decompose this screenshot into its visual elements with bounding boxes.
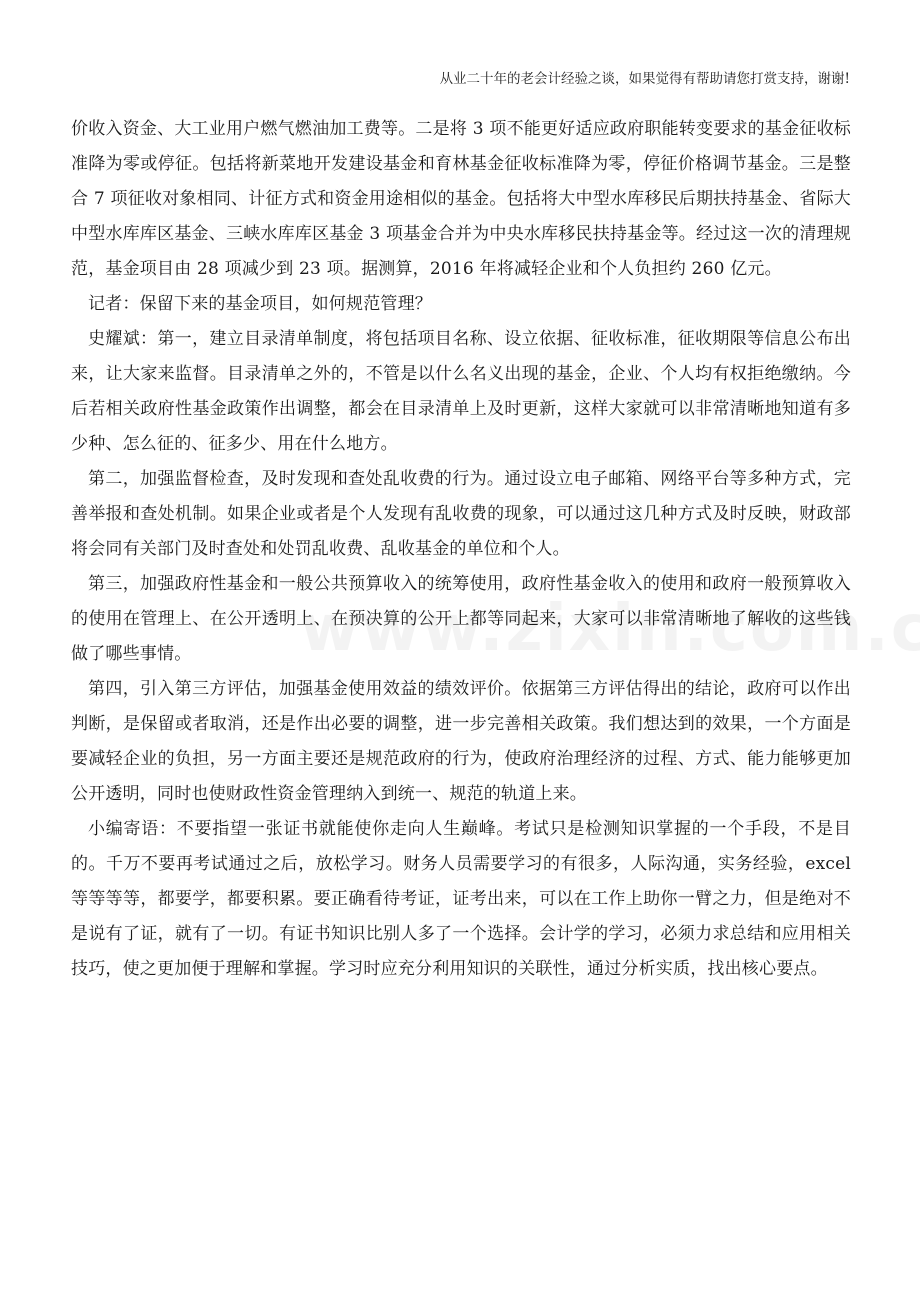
paragraph-answer-fourth: 第四，引入第三方评估，加强基金使用效益的绩效评价。依据第三方评估得出的结论，政府可以作出判断，是保留或者取消，还是作出必要的调整，进一步完善相关政策。我们想达到的效果，一个方面是要减轻企业的负担，另一方面主要还是规范政府的行为，使政府治理经济的过程、方式、能力能够更加公开透明，同时也使财政性资金管理纳入到统一、规范的轨道上来。 (71, 679, 851, 804)
paragraph-fund-reform-continued: 价收入资金、大工业用户燃气燃油加工费等。二是将 3 项不能更好适应政府职能转变要求的基金征收标准降为零或停征。包括将新菜地开发建设基金和育林基金征收标准降为零，停征价格调节基金。三是整合 7 项征收对象相同、计征方式和资金用途相似的基金。包括将大中型水库移民后期扶持基金、省际大中型水库库区基金、三峡水库库区基金 3 项基金合并为中央水库移民扶持基金等。经过这一次的清理规范，基金项目由 28 项减少到 23 项。据测算，2016 年将减轻企业和个人负担约 260 亿元。 (71, 119, 851, 279)
paragraph-answer-first: 史耀斌：第一，建立目录清单制度，将包括项目名称、设立依据、征收标准，征收期限等信息公布出来，让大家来监督。目录清单之外的，不管是以什么名义出现的基金，企业、个人均有权拒绝缴纳。今后若相关政府性基金政策作出调整，都会在目录清单上及时更新，这样大家就可以非常清晰地知道有多少种、怎么征的、征多少、用在什么地方。 (71, 329, 851, 454)
paragraph-answer-third: 第三，加强政府性基金和一般公共预算收入的统筹使用，政府性基金收入的使用和政府一般预算收入的使用在管理上、在公开透明上、在预决算的公开上都等同起来，大家可以非常清晰地了解收的这些钱做了哪些事情。 (71, 574, 851, 664)
article-body (71, 112, 851, 987)
paragraph-reporter-question: 记者：保留下来的基金项目，如何规范管理？ (88, 294, 432, 314)
paragraph-answer-second: 第二，加强监督检查，及时发现和查处乱收费的行为。通过设立电子邮箱、网络平台等多种方式，完善举报和查处机制。如果企业或者是个人发现有乱收费的现象，可以通过这几种方式及时反映，财政部将会同有关部门及时查处和处罚乱收费、乱收基金的单位和个人。 (71, 469, 851, 559)
page-header-slogan: 从业二十年的老会计经验之谈，如果觉得有帮助请您打赏支持，谢谢! (439, 71, 850, 87)
paragraph-editor-note: 小编寄语：不要指望一张证书就能使你走向人生巅峰。考试只是检测知识掌握的一个手段，不是目的。千万不要再考试通过之后，放松学习。财务人员需要学习的有很多，人际沟通，实务经验，excel 等等等等，都要学，都要积累。要正确看待考证，证考出来，可以在工作上助你一臂之力，但是绝对不是说有了证，就有了一切。有证书知识比别人多了一个选择。会计学的学习，必须力求总结和应用相关技巧，使之更加便于理解和掌握。学习时应充分利用知识的关联性，通过分析实质，找出核心要点。 (71, 819, 851, 979)
